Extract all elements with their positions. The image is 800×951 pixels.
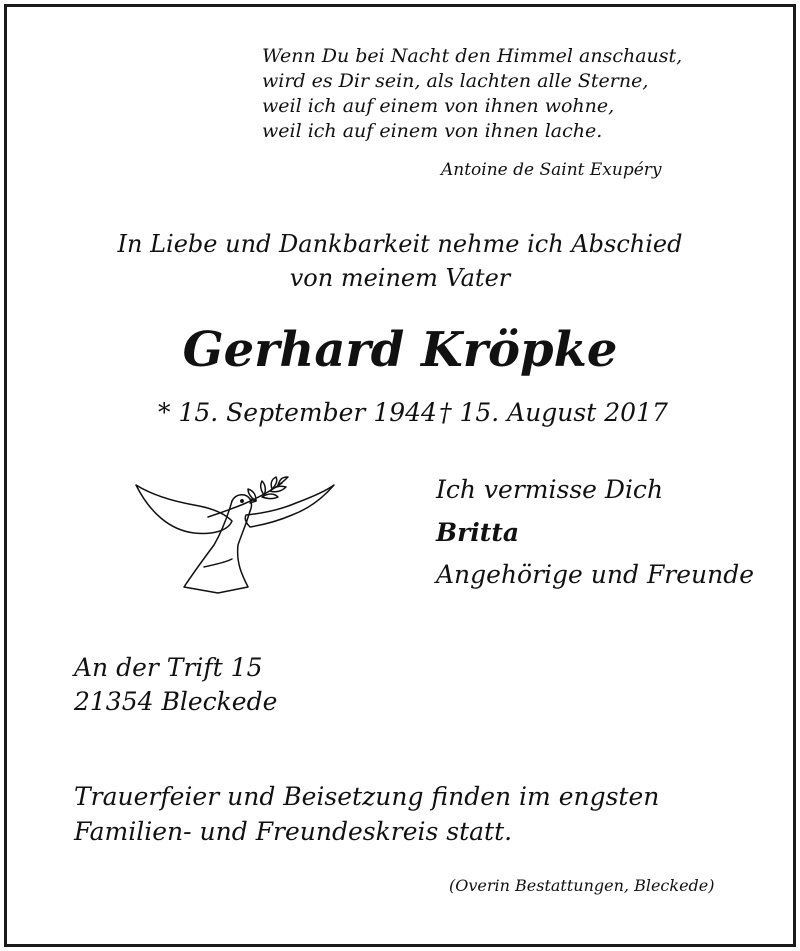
- birth-date: * 15. September 1944: [158, 398, 437, 427]
- poem-line: wird es Dir sein, als lachten alle Sterne,: [262, 70, 649, 92]
- notice-line-2: Familien- und Freundeskreis statt.: [74, 817, 513, 846]
- poem-line: weil ich auf einem von ihnen wohne,: [262, 95, 615, 117]
- poem-line: weil ich auf einem von ihnen lache.: [262, 120, 603, 142]
- dove-with-olive-branch-icon: [132, 475, 338, 595]
- notice-line-1: Trauerfeier und Beisetzung finden im engsten: [74, 782, 660, 811]
- address-city: 21354 Bleckede: [74, 687, 278, 716]
- poem-author: Antoine de Saint Exupéry: [441, 160, 662, 180]
- intro-line-2: von meinem Vater: [289, 264, 511, 292]
- signature-name: Britta: [436, 518, 520, 547]
- signature-line-1: Ich vermisse Dich: [436, 475, 664, 504]
- poem: [262, 44, 682, 144]
- signature-line-3: Angehörige und Freunde: [436, 560, 755, 589]
- deceased-name: Gerhard Kröpke: [182, 322, 618, 378]
- intro-line-1: In Liebe und Dankbarkeit nehme ich Abschied: [117, 230, 683, 258]
- poem-line: Wenn Du bei Nacht den Himmel anschaust,: [262, 45, 683, 67]
- address-street: An der Trift 15: [74, 653, 263, 682]
- death-date: † 15. August 2017: [439, 398, 668, 427]
- undertaker-credit: (Overin Bestattungen, Bleckede): [449, 876, 715, 895]
